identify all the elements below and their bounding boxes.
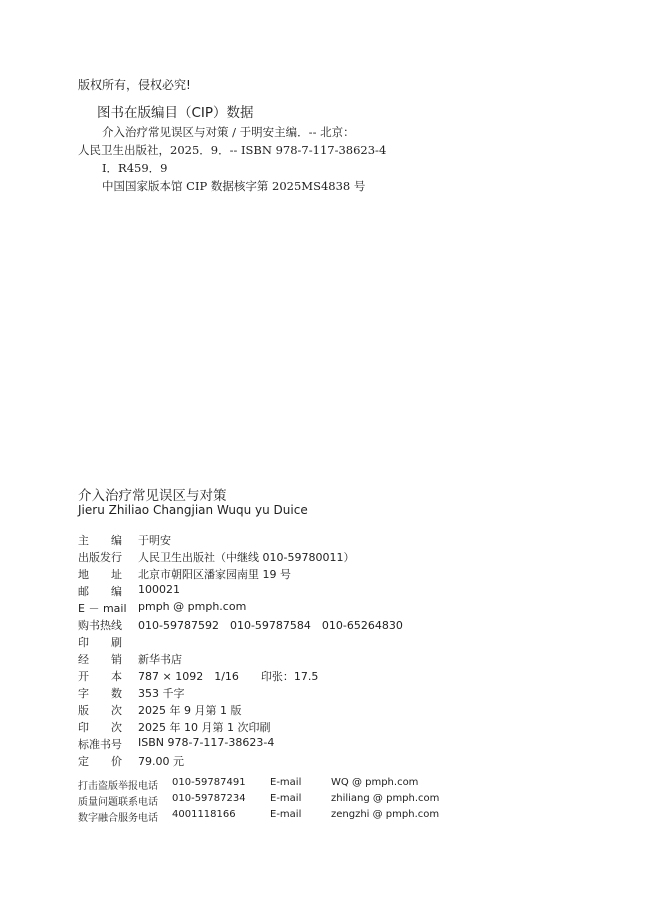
contact-email-label: E-mail (270, 777, 302, 788)
detail-value: 北京市朝阳区潘家园南里 19 号 (138, 568, 291, 581)
detail-label: 主 编 (78, 534, 122, 547)
detail-label: 购书热线 (78, 619, 122, 632)
contact-email: WQ @ pmph.com (331, 777, 419, 788)
detail-label: 出版发行 (78, 551, 122, 564)
cip-title: 图书在版编目（CIP）数据 (97, 105, 254, 121)
contact-email: zhiliang @ pmph.com (331, 793, 440, 804)
contact-phone: 010-59787234 (172, 793, 246, 804)
contact-label: 打击盗版举报电话 (78, 781, 158, 792)
cip-line: 中国国家版本馆 CIP 数据核字第 2025MS4838 号 (102, 179, 366, 193)
detail-value: 79.00 元 (138, 755, 184, 768)
detail-label: 字 数 (78, 687, 122, 700)
detail-value: 新华书店 (138, 653, 182, 666)
copyright-notice: 版权所有，侵权必究! (78, 78, 191, 92)
contact-label: 数字融合服务电话 (78, 813, 158, 824)
detail-value: 100021 (138, 583, 180, 596)
book-pinyin-title: Jieru Zhiliao Changjian Wuqu yu Duice (78, 503, 308, 517)
contact-email-label: E-mail (270, 809, 302, 820)
book-title: 介入治疗常见误区与对策 (78, 488, 227, 504)
detail-label: 版 次 (78, 704, 122, 717)
contact-email: zengzhi @ pmph.com (331, 809, 440, 820)
detail-label: 邮 编 (78, 585, 122, 598)
detail-label: 印 刷 (78, 636, 122, 649)
detail-value: 787 × 1092 1/16 印张：17.5 (138, 670, 319, 683)
detail-label: 地 址 (78, 568, 122, 581)
detail-value: ISBN 978-7-117-38623-4 (138, 736, 275, 749)
cip-line: Ⅰ．R459．9 (102, 161, 168, 175)
detail-value: 于明安 (138, 534, 171, 547)
detail-value: 2025 年 9 月第 1 版 (138, 704, 242, 717)
detail-label: E － mail (78, 602, 127, 615)
detail-label: 定 价 (78, 755, 122, 768)
cip-line: 介入治疗常见误区与对策 / 于明安主编．-- 北京： (102, 125, 355, 139)
detail-label: 标准书号 (78, 738, 122, 751)
contact-phone: 4001118166 (172, 809, 236, 820)
detail-label: 开 本 (78, 670, 122, 683)
contact-label: 质量问题联系电话 (78, 797, 158, 808)
detail-value: 010-59787592 010-59787584 010-65264830 (138, 619, 403, 632)
contact-phone: 010-59787491 (172, 777, 246, 788)
detail-value: 353 千字 (138, 687, 185, 700)
detail-label: 印 次 (78, 721, 122, 734)
contact-email-label: E-mail (270, 793, 302, 804)
cip-line: 人民卫生出版社，2025．9．-- ISBN 978-7-117-38623-4 (78, 143, 387, 157)
detail-value: pmph @ pmph.com (138, 600, 247, 613)
detail-value: 人民卫生出版社（中继线 010-59780011） (138, 551, 355, 564)
detail-label: 经 销 (78, 653, 122, 666)
detail-value: 2025 年 10 月第 1 次印刷 (138, 721, 271, 734)
